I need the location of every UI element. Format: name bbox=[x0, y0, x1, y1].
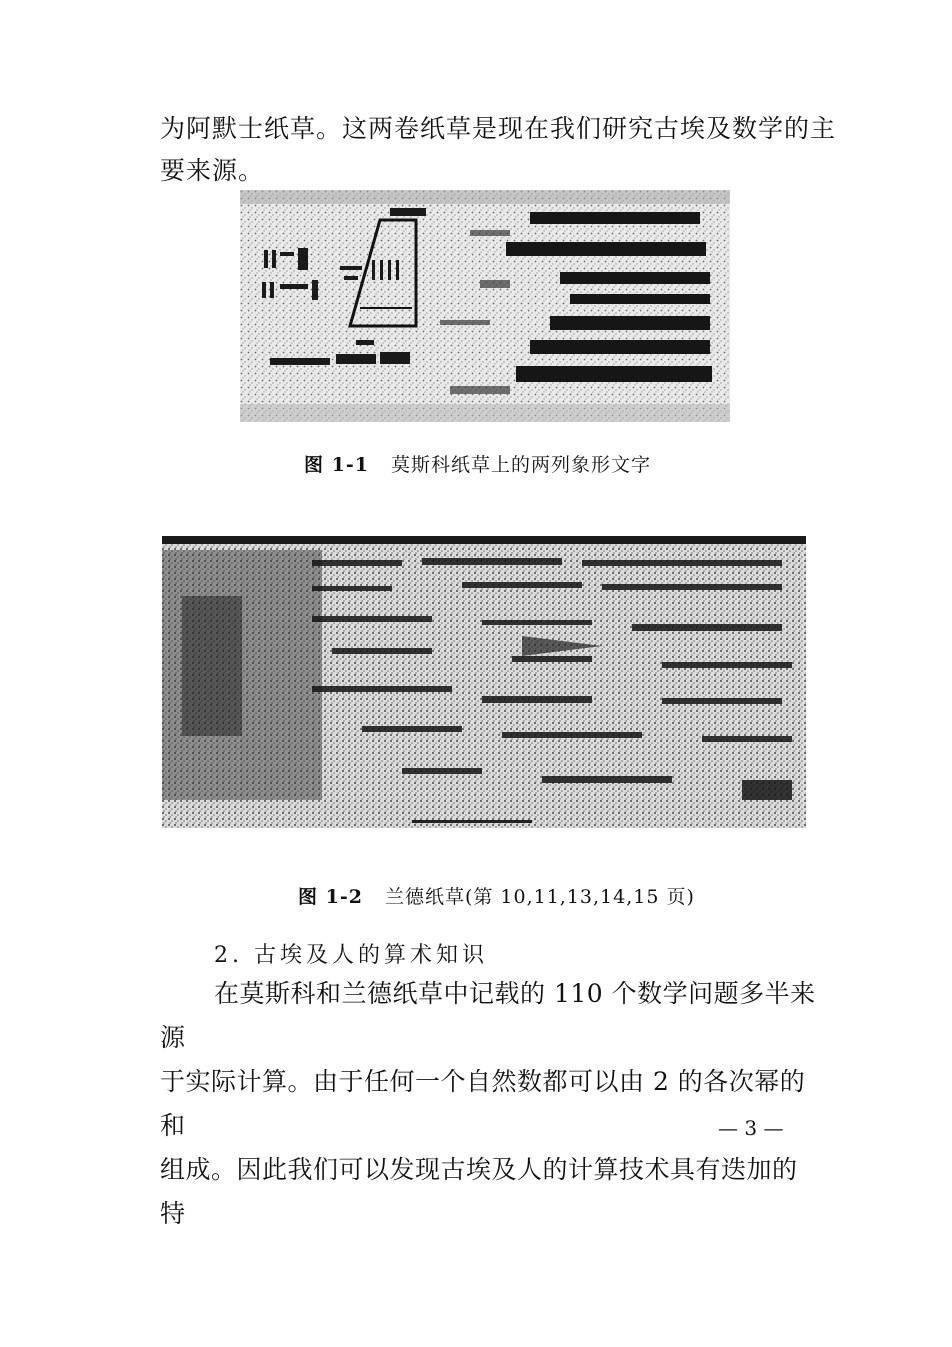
figure-2-label: 图 1-2 bbox=[298, 886, 363, 908]
section-heading: 2. 古埃及人的算术知识 bbox=[214, 943, 488, 968]
intro-paragraph bbox=[160, 108, 836, 192]
figure-2-caption-text: 兰德纸草(第 10,11,13,14,15 页) bbox=[384, 886, 695, 908]
figure-1-label: 图 1-1 bbox=[304, 454, 369, 476]
intro-line: 为阿默士纸草。这两卷纸草是现在我们研究古埃及数学的主 bbox=[160, 114, 837, 143]
figure-1-caption-text: 莫斯科纸草上的两列象形文字 bbox=[390, 454, 651, 476]
figure-2-caption bbox=[298, 882, 695, 909]
rhind-papyrus-image bbox=[162, 536, 806, 828]
page-number: — 3 — bbox=[718, 1116, 784, 1140]
moscow-papyrus-image bbox=[240, 190, 730, 422]
body-paragraph bbox=[160, 972, 820, 1236]
body-line-text: 在莫斯科和兰德纸草中记载的 110 个数学问题多半来源 bbox=[160, 979, 816, 1052]
intro-line: 要来源。 bbox=[160, 156, 265, 185]
figure-1-caption bbox=[304, 450, 651, 477]
body-line: 于实际计算。由于任何一个自然数都可以由 2 的各次幂的和 bbox=[160, 1067, 806, 1140]
body-line: 组成。因此我们可以发现古埃及人的计算技术具有迭加的特 bbox=[160, 1155, 798, 1228]
body-line bbox=[160, 972, 820, 1060]
